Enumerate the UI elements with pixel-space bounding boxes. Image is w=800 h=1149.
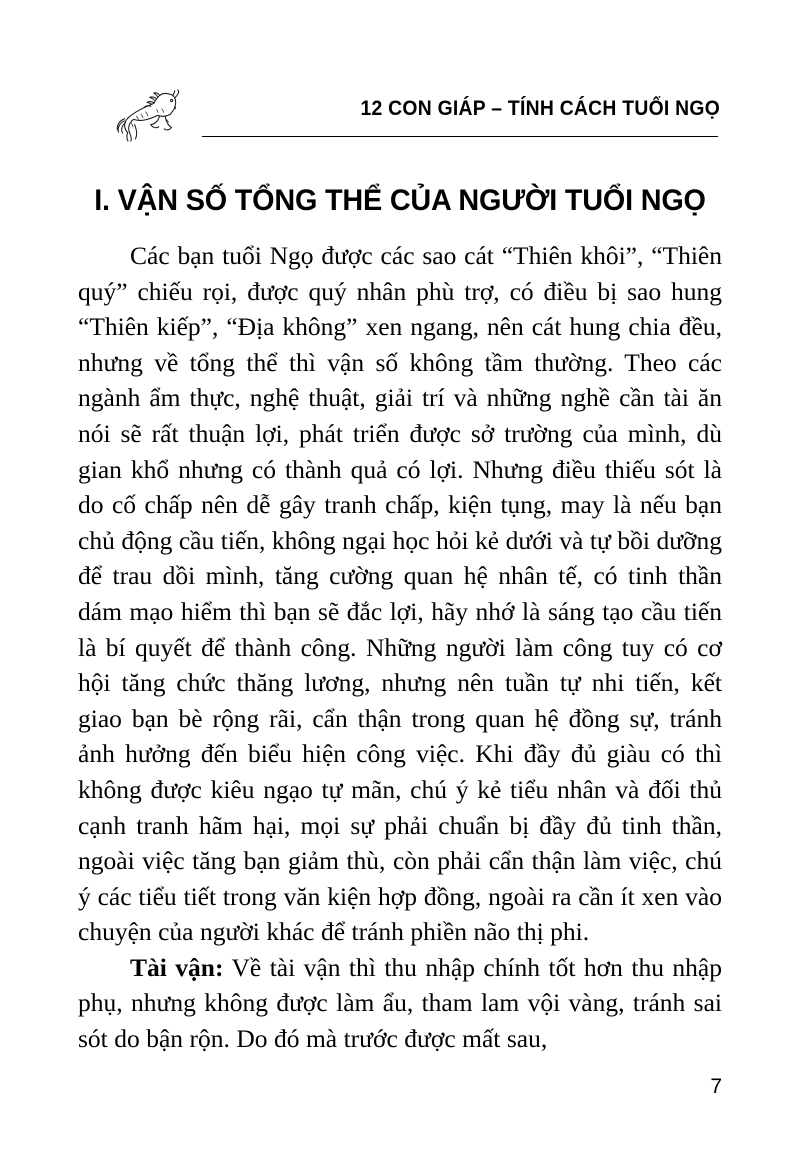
header-divider — [202, 136, 718, 137]
paragraph-2-lead-in: Tài vận: — [130, 952, 224, 982]
running-header — [0, 84, 800, 130]
horse-icon — [112, 84, 188, 142]
page-number: 7 — [710, 1075, 722, 1098]
paragraph-2 — [78, 950, 722, 1057]
body-text-column — [78, 238, 722, 1057]
paragraph-2-text: Về tài vận thì thu nhập chính tốt hơn thu nhập phụ, nhưng không được làm ẩu, tham lam vội vàng, tránh sai sót do bận rộn. Do đó mà trước được mất sau, — [78, 952, 722, 1054]
paragraph-1-text: Các bạn tuổi Ngọ được các sao cát “Thiên khôi”, “Thiên quý” chiếu rọi, được quý nhân phù trợ, có điều bị sao hung “Thiên kiếp”, “Địa không” xen ngang, nên cát hung chia đều, nhưng về tổng thể thì vận số không tầm thường. Theo các ngành ẩm thực, nghệ thuật, giải trí và những nghề cần tài ăn nói sẽ rất thuận lợi, phát triển được sở trường của mình, dù gian khổ nhưng có thành quả có lợi. Nhưng điều thiếu sót là do cố chấp nên dễ gây tranh chấp, kiện tụng, may là nếu bạn chủ động cầu tiến, không ngại học hỏi kẻ dưới và tự bồi dưỡng để trau dồi mình, tăng cường quan hệ nhân tế, có tinh thần dám mạo hiểm thì bạn sẽ đắc lợi, hãy nhớ là sáng tạo cầu tiến là bí quyết để thành công. Những người làm công tuy có cơ hội tăng chức thăng lương, nhưng nên tuần tự nhi tiến, kết giao bạn bè rộng rãi, cẩn thận trong quan hệ đồng sự, tránh ảnh hưởng đến biểu hiện công việc. Khi đầy đủ giàu có thì không được kiêu ngạo tự mãn, chú ý kẻ tiểu nhân và đối thủ cạnh tranh hãm hại, mọi sự phải chuẩn bị đầy đủ tinh thần, ngoài việc tăng bạn giảm thù, còn phải cẩn thận làm việc, chú ý các tiểu tiết trong văn kiện hợp đồng, ngoài ra cần ít xen vào chuyện của người khác để tránh phiền não thị phi. — [78, 241, 722, 947]
paragraph-1 — [78, 238, 722, 950]
running-head-title: 12 CON GIÁP – TÍNH CÁCH TUỔI NGỌ — [360, 97, 720, 120]
page-title: I. VẬN SỐ TỔNG THỂ CỦA NGƯỜI TUỔI NGỌ — [94, 184, 706, 218]
